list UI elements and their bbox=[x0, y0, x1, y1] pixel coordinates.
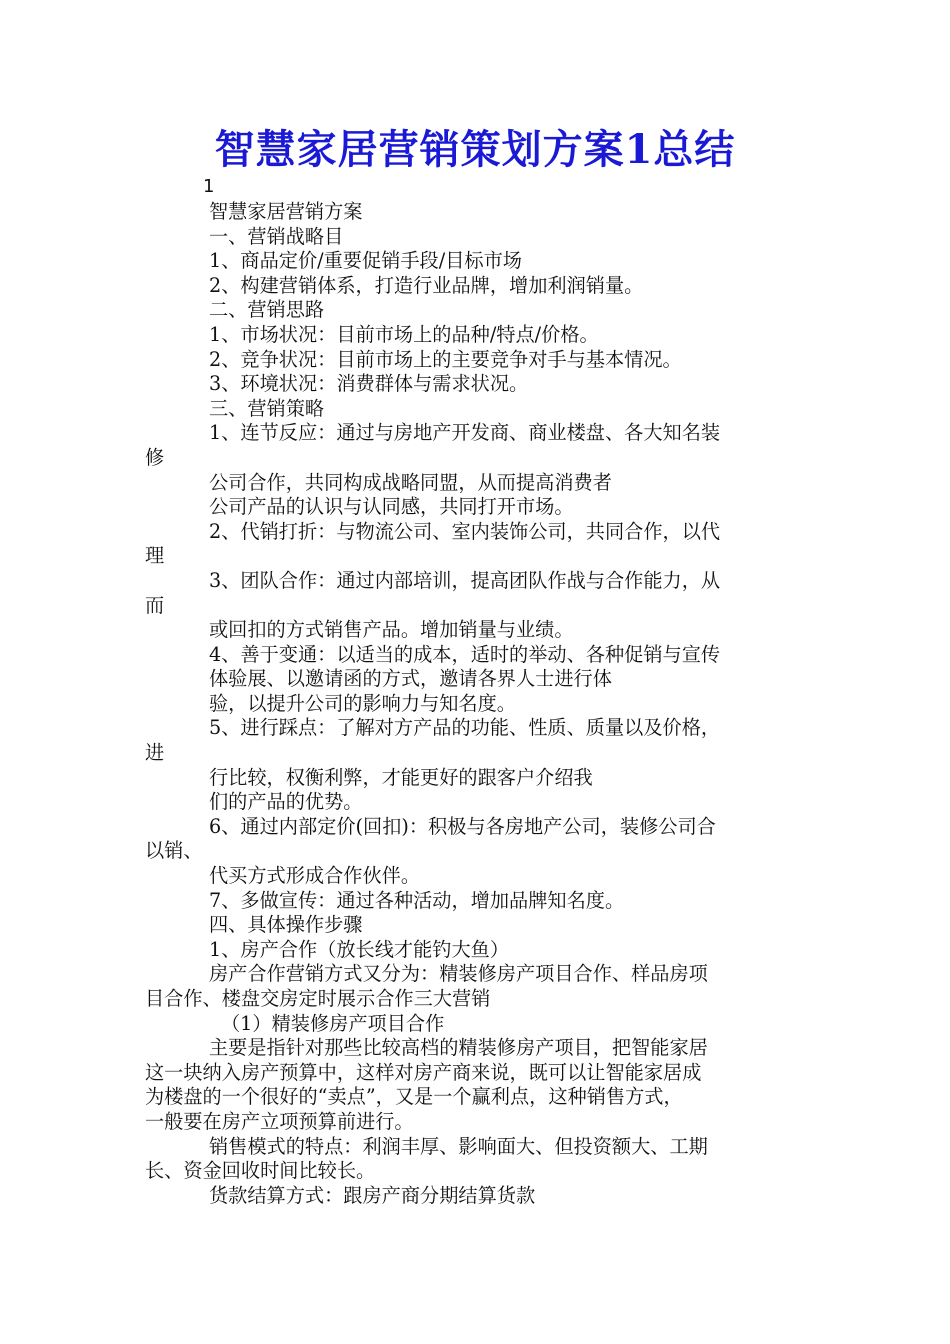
text-line: 以销、 bbox=[145, 839, 203, 863]
text-line: 而 bbox=[145, 593, 165, 617]
text-line: 3、团队合作：通过内部培训，提高团队作战与合作能力，从 bbox=[209, 568, 721, 592]
text-line: 二、营销思路 bbox=[209, 298, 325, 322]
text-line: 1、商品定价/重要促销手段/目标市场 bbox=[209, 249, 522, 273]
text-line: 主要是指针对那些比较高档的精装修房产项目，把智能家居 bbox=[209, 1036, 708, 1060]
text-line: （1）精装修房产项目合作 bbox=[221, 1011, 445, 1035]
text-line: 修 bbox=[145, 445, 165, 469]
document-body bbox=[145, 200, 810, 1208]
text-line: 7、多做宣传：通过各种活动，增加品牌知名度。 bbox=[209, 888, 625, 912]
text-line: 6、通过内部定价(回扣)：积极与各房地产公司，装修公司合 bbox=[209, 814, 716, 838]
text-line: 们的产品的优势。 bbox=[209, 790, 363, 814]
text-line: 为楼盘的一个很好的“卖点”，又是一个赢利点，这种销售方式， bbox=[145, 1085, 683, 1109]
text-line: 3、环境状况：消费群体与需求状况。 bbox=[209, 372, 529, 396]
page-number: 1 bbox=[203, 176, 215, 197]
text-line: 这一块纳入房产预算中，这样对房产商来说，既可以让智能家居成 bbox=[145, 1060, 702, 1084]
text-line: 体验展、以邀请函的方式，邀请各界人士进行体 bbox=[209, 667, 612, 691]
text-line: 房产合作营销方式又分为：精装修房产项目合作、样品房项 bbox=[209, 962, 708, 986]
text-line: 代买方式形成合作伙伴。 bbox=[209, 864, 421, 888]
text-line: 或回扣的方式销售产品。增加销量与业绩。 bbox=[209, 618, 574, 642]
text-line: 进 bbox=[145, 741, 165, 765]
text-line: 长、资金回收时间比较长。 bbox=[145, 1159, 376, 1183]
text-line: 1、市场状况：目前市场上的品种/特点/价格。 bbox=[209, 322, 599, 346]
text-line: 验，以提升公司的影响力与知名度。 bbox=[209, 691, 516, 715]
text-line: 4、善于变通：以适当的成本，适时的举动、各种促销与宣传 bbox=[209, 642, 721, 666]
text-line: 公司产品的认识与认同感，共同打开市场。 bbox=[209, 495, 574, 519]
text-line: 2、代销打折：与物流公司、室内装饰公司，共同合作，以代 bbox=[209, 519, 721, 543]
text-line: 四、具体操作步骤 bbox=[209, 913, 363, 937]
text-line: 销售模式的特点：利润丰厚、影响面大、但投资额大、工期 bbox=[209, 1134, 708, 1158]
document-title: 智慧家居营销策划方案1总结 bbox=[214, 126, 736, 173]
text-line: 目合作、楼盘交房定时展示合作三大营销 bbox=[145, 987, 491, 1010]
text-line: 2、构建营销体系，打造行业品牌，增加利润销量。 bbox=[209, 273, 644, 297]
text-line: 一、营销战略目 bbox=[209, 224, 344, 248]
text-line: 三、营销策略 bbox=[209, 396, 325, 420]
text-line: 理 bbox=[145, 544, 165, 568]
text-line: 行比较，权衡利弊，才能更好的跟客户介绍我 bbox=[209, 765, 593, 789]
text-line: 1、连节反应：通过与房地产开发商、商业楼盘、各大知名装 bbox=[209, 421, 721, 445]
text-line: 智慧家居营销方案 bbox=[209, 200, 363, 223]
text-line: 5、进行踩点：了解对方产品的功能、性质、质量以及价格， bbox=[209, 716, 721, 740]
text-line: 1、房产合作（放长线才能钓大鱼） bbox=[209, 937, 510, 961]
text-line: 货款结算方式：跟房产商分期结算货款 bbox=[209, 1183, 536, 1207]
text-line: 一般要在房产立项预算前进行。 bbox=[145, 1109, 414, 1133]
text-line: 公司合作，共同构成战略同盟，从而提高消费者 bbox=[209, 470, 612, 494]
text-line: 2、竞争状况：目前市场上的主要竞争对手与基本情况。 bbox=[209, 347, 682, 371]
